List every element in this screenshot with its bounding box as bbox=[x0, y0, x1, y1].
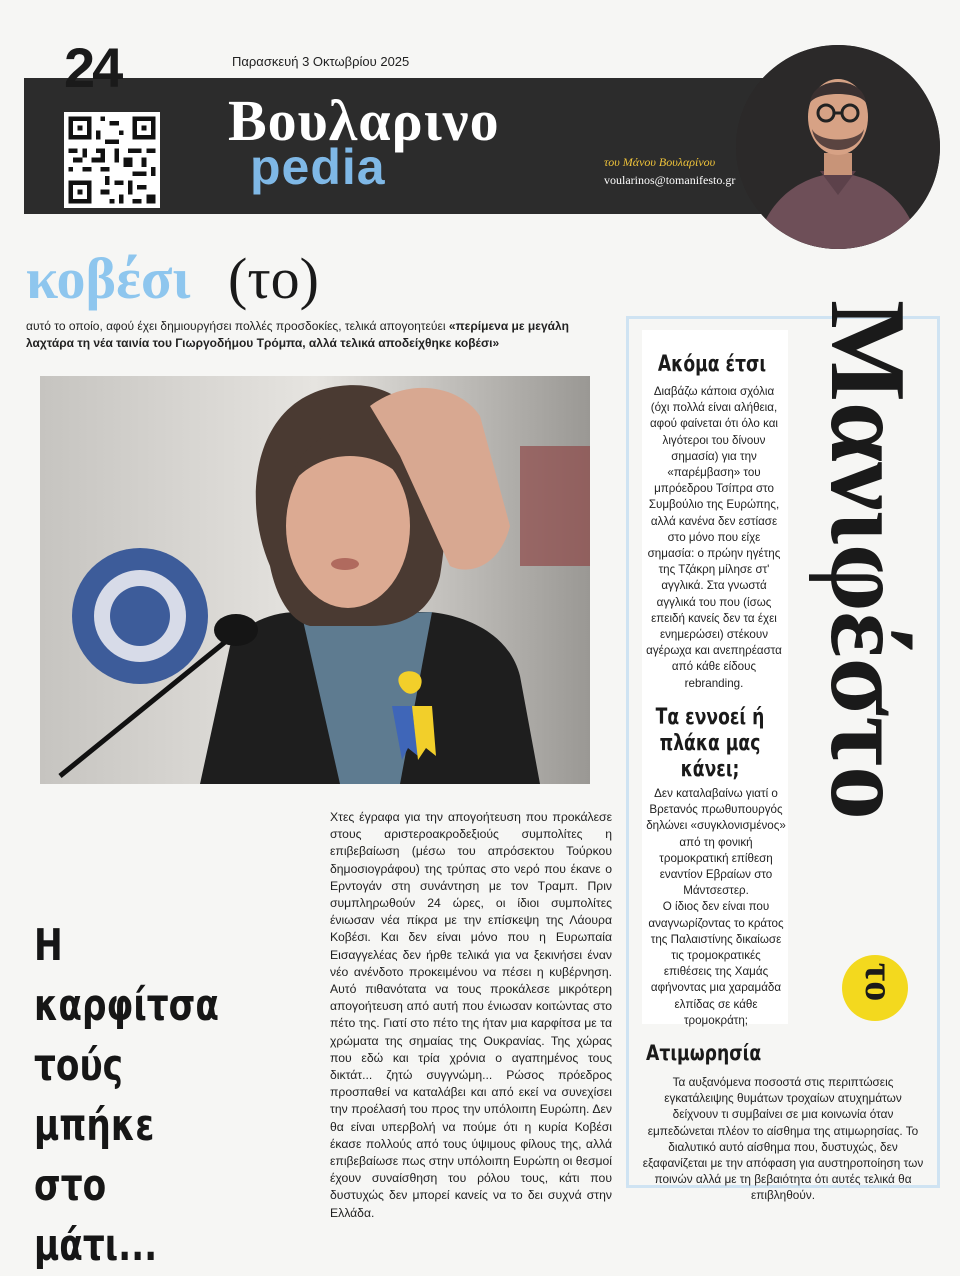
author-photo bbox=[736, 45, 940, 249]
page-number: 24 bbox=[64, 36, 121, 99]
sidebar-section-1-body: Διαβάζω κάποια σχόλια (όχι πολλά είναι αλήθεια, αφού φαίνεται ότι όλο και λιγότεροι του δίνουν σημασία) για την «παρέμβαση» του μπρόεδρου Τσίπρα στο Συμβούλιο της Ευρώπης, αλλά κανένα δεν εστίασε στο μόνο που είχε σημασία: ο πρώην ηγέτης της Τζάκρη μίλησε στ' αγγλικά. Στα γνωστά αγγλικά του που (ίσως επειδή κανείς δεν τα έχει ενημερώσει) στέκουν αγέρωχα και ανεπηρέαστα από κάθε είδους rebranding. bbox=[646, 385, 782, 690]
author-byline: του Μάνου Βουλαρίνου bbox=[604, 155, 716, 169]
sidebar-section-2-body bbox=[646, 786, 786, 1029]
sidebar-section-1-title: Ακόμα έτσι bbox=[657, 352, 767, 377]
headword: κοβέσι bbox=[26, 246, 191, 311]
definition-example: «περίμενα με μεγάλη λαχτάρα τη νέα ταινία του Γιωργοδήμου Τρόμπα, αλλά τελικά αποδείχθηκε κοβέσι» bbox=[26, 319, 570, 350]
definition-text: αυτό το οποίο, αφού έχει δημιουργήσει πολλές προσδοκίες, τελικά απογοητεύει bbox=[26, 319, 449, 333]
masthead-title: Μανιφέστο bbox=[808, 300, 927, 821]
sidebar-section-2-paragraph: Δεν καταλαβαίνω γιατί ο Βρετανός πρωθυπουργός δηλώνει «συγκλονισμένος» από τη φονική τρομοκρατική επίθεση εναντίον Εβραίων στο Μάντσεστερ. bbox=[646, 787, 786, 898]
article-body: Χτες έγραφα για την απογοήτευση που προκάλεσε στους αριστεροακροδεξιούς συμπολίτες η επιβεβαίωση (μέσω του απρόσεκτου Τούρκου δημοσιογράφου) της τρύπας στο νερό που έκανε ο Ερντογάν στη συνάντηση με τον Τραμπ. Πριν συμπληρωθούν 24 ώρες, οι ίδιοι συμπολίτες ένιωσαν νέα πίκρα με την επίσκεψη της Λάουρα Κοβέσι. Και δεν είναι μόνο που η Ευρωπαία Εισαγγελέας δεν ήρθε τελικά για να ξεκινήσει έναν νέο ανένδοτο προκειμένου να πέσει η κυβέρνηση. Αυτό πιθανότατα να τους προκάλεσε μικρότερη απογοήτευση από αυτή που ένιωσαν κοιτώντας στο πέτο της. Γιατί στο πέτο της ήταν μια καρφίτσα με τα χρώματα της σημαίας της Ουκρανίας. Της χώρας που εδώ και τρία χρόνια ο αγαπημένος τους δικτάτ... ζητώ συγγνώμη... Ρώσος πρόεδρος προσπαθεί να καταλάβει και από εκεί να συνεχίσει την προέλασή του προς την υπόλοιπη Ευρώπη. Δεν θα είναι υπερβολή να πούμε ότι η κυρία Κοβέσι έκασε πολλούς από τους ύψιμους φίλους της, αλλά επιβεβαίωσε πως στην υπόλοιπη Ευρώπη οι θεσμοί έχουν συναίσθηση του ρόλου τους, κάτι που δυστυχώς δεν μπορεί κανείς να το δει συχνά στην Ελλάδα. bbox=[330, 810, 612, 1220]
masthead-vertical bbox=[802, 300, 932, 1020]
sidebar-section-3-body: Τα αυξανόμενα ποσοστά στις περιπτώσεις εγκατάλειψης θυμάτων τροχαίων ατυχημάτων δείχνουν τι συμβαίνει σε μια κοινωνία όταν εμπεδώνεται πλέον το αίσθημα της ατιμωρησίας. Το διαλυτικό αυτό αίσθημα που, δυστυχώς, δεν εξαφανίζεται με την απόφαση για αυστηροποίηση των ποινών αλλά με τη βεβαιότητα ότι αυτές τελικά θα επιβληθούν. bbox=[642, 1075, 924, 1203]
pull-quote: Η καρφίτσα τούς μπήκε στο μάτι... bbox=[34, 920, 219, 1271]
column-title: Βουλαρινο bbox=[228, 88, 500, 153]
issue-date: Παρασκευή 3 Οκτωβρίου 2025 bbox=[232, 54, 410, 69]
sidebar-section-2-paragraph: Ο ίδιος δεν είναι που αναγνωρίζοντας το κράτος της Παλαιστίνης δικαίωσε τις τρομοκρατικές επιθέσεις της Χαμάς αφήνοντας μια χαραμάδα ελπίδας σε κάθε τρομοκράτη; bbox=[648, 900, 784, 1027]
author-email[interactable]: voularinos@tomanifesto.gr bbox=[604, 173, 736, 187]
definition bbox=[26, 318, 616, 352]
headword-article: (το) bbox=[228, 246, 319, 311]
qr-code-icon[interactable] bbox=[64, 112, 160, 208]
masthead-article: το bbox=[857, 962, 903, 1002]
sidebar-section-2-title: Τα εννοεί ή πλάκα μας κάνει; bbox=[655, 705, 765, 782]
column-subtitle: pedia bbox=[250, 139, 386, 195]
sidebar-section-3-title: Ατιμωρησία bbox=[646, 1041, 762, 1065]
main-photo bbox=[40, 376, 590, 784]
